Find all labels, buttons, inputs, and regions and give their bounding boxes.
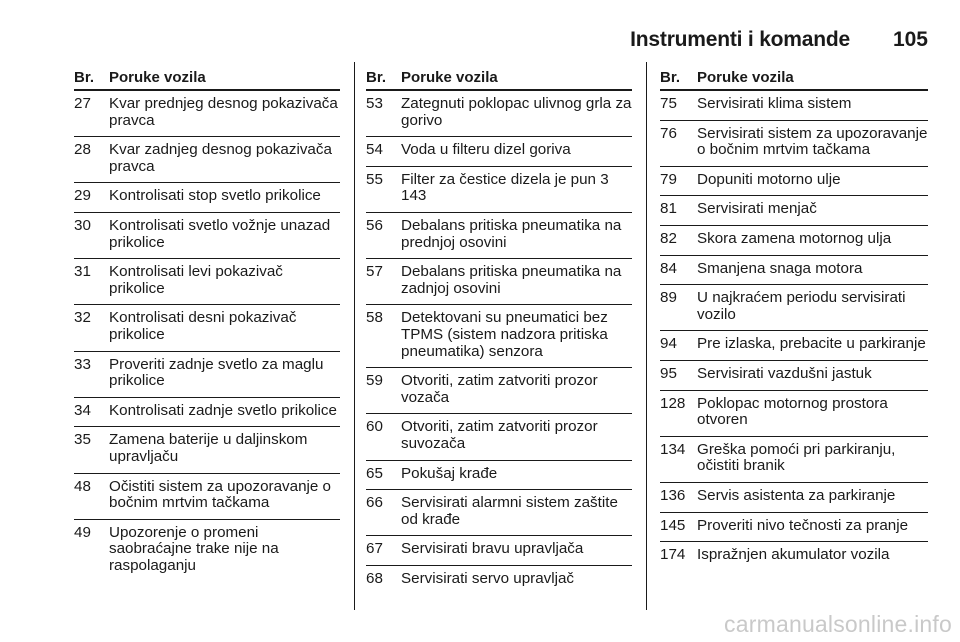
message-text: Debalans pritiska pneumatika na zadnjoj osovini [401,263,622,297]
message-text: Otvoriti, zatim zatvoriti prozor vozača [401,372,598,406]
table-row [366,566,632,595]
message-text: Kvar zadnjeg desnog pokazivača pravca [109,141,332,175]
table-row [74,474,340,520]
table-header [74,67,340,91]
message-number: 128 [660,394,686,412]
message-text: Kontrolisati desni pokazivač prikolice [109,309,297,343]
message-text: Debalans pritiska pneumatika na prednjoj osovini [401,216,622,251]
message-text: Proveriti zadnje svetlo za maglu prikolice [109,355,324,390]
message-text: Filter za čestice dizela je pun 3 143 [401,170,609,205]
table-row [660,437,928,483]
message-number: 34 [74,401,91,419]
page-number: 105 [892,28,928,51]
message-number: 54 [366,141,383,159]
message-number: 65 [366,464,383,482]
table-row [74,520,340,582]
message-number: 82 [660,229,677,247]
table-row [660,91,928,121]
message-text: Očistiti sistem za upozoravanje o bočnim mrtvim tačkama [109,477,331,512]
message-text: Poklopac motornog prostora otvoren [697,394,888,429]
table-row [74,213,340,259]
message-number: 32 [74,309,91,327]
table-row [660,167,928,197]
table-row [366,137,632,167]
message-text: Otvoriti, zatim zatvoriti prozor suvozača [401,418,598,452]
header-number: Br. [660,69,681,86]
table-row [660,542,928,571]
table-row [660,226,928,256]
table-header [366,67,632,91]
table-row [660,391,928,437]
message-number: 60 [366,418,383,436]
table-row [660,121,928,167]
message-text: Kontrolisati zadnje svetlo prikolice [109,401,337,419]
message-text: Kontrolisati stop svetlo prikolice [109,187,321,205]
page-header [0,28,928,58]
message-number: 57 [366,263,383,281]
table-row [660,285,928,331]
table-row [74,259,340,305]
message-number: 95 [660,364,677,382]
message-number: 76 [660,124,677,142]
message-number: 89 [660,289,677,307]
message-number: 35 [74,431,91,449]
message-table-column-1 [74,67,340,581]
message-number: 59 [366,372,383,390]
header-number: Br. [74,69,95,86]
message-number: 58 [366,309,383,327]
message-number: 136 [660,486,686,504]
message-number: 49 [74,523,91,541]
message-text: Skora zamena motornog ulja [697,229,892,247]
table-row [74,183,340,213]
message-text: Smanjena snaga motora [697,259,863,277]
message-text: Kontrolisati levi pokazivač prikolice [109,263,283,297]
table-row [74,91,340,137]
table-row [366,368,632,414]
message-number: 84 [660,259,677,277]
page-title: Instrumenti i komande [630,28,850,51]
table-row [74,398,340,428]
message-table-column-3 [660,67,928,571]
table-row [660,196,928,226]
message-number: 145 [660,516,686,534]
message-text: Kvar prednjeg desnog pokazivača pravca [109,95,338,129]
header-message: Poruke vozila [109,69,206,86]
table-row [366,490,632,536]
table-row [366,536,632,566]
message-number: 33 [74,355,91,373]
table-row [366,414,632,460]
table-row [74,137,340,183]
message-number: 28 [74,141,91,159]
table-row [660,361,928,391]
table-row [366,305,632,368]
table-row [74,305,340,351]
message-text: Pokušaj krađe [401,464,498,482]
message-text: Dopuniti motorno ulje [697,170,841,188]
message-text: Servisirati klima sistem [697,95,852,112]
message-number: 55 [366,170,383,188]
table-row [74,352,340,398]
table-row [660,513,928,543]
message-number: 174 [660,546,686,564]
message-number: 68 [366,569,383,587]
message-number: 56 [366,216,383,234]
column-divider [354,62,355,610]
message-text: Zamena baterije u daljinskom upravljaču [109,431,308,465]
table-row [366,259,632,305]
message-number: 79 [660,170,677,188]
table-header [660,67,928,91]
header-message: Poruke vozila [697,69,794,86]
message-text: Kontrolisati svetlo vožnje unazad prikolice [109,216,331,251]
message-text: Zategnuti poklopac ulivnog grla za gorivo [401,95,632,129]
message-text: U najkraćem periodu servisirati vozilo [697,289,906,323]
message-number: 94 [660,335,677,353]
table-row [366,167,632,213]
message-number: 67 [366,540,383,558]
message-number: 81 [660,200,677,218]
message-number: 75 [660,95,677,112]
message-table-column-2 [366,67,632,594]
message-number: 48 [74,477,91,495]
table-row [366,91,632,137]
message-text: Greška pomoći pri parkiranju, očistiti branik [697,440,896,475]
message-text: Detektovani su pneumatici bez TPMS (sistem nadzora pritiska pneumatika) senzora [401,309,608,360]
watermark: carmanualsonline.info [724,611,952,637]
message-number: 66 [366,494,383,512]
message-number: 53 [366,95,383,112]
table-row [660,483,928,513]
message-text: Servis asistenta za parkiranje [697,486,896,504]
message-number: 30 [74,216,91,234]
message-number: 27 [74,95,91,112]
message-text: Servisirati sistem za upozoravanje o bočnim mrtvim tačkama [697,124,928,159]
message-text: Servisirati alarmni sistem zaštite od krađe [401,494,618,528]
message-text: Servisirati bravu upravljača [401,540,584,558]
message-text: Ispražnjen akumulator vozila [697,546,890,564]
header-message: Poruke vozila [401,69,498,86]
message-text: Servisirati vazdušni jastuk [697,364,872,382]
message-text: Servisirati servo upravljač [401,569,575,587]
table-row [366,461,632,491]
table-row [660,331,928,361]
message-number: 134 [660,440,686,458]
message-text: Pre izlaska, prebacite u parkiranje [697,335,926,353]
table-row [660,256,928,286]
message-text: Upozorenje o promeni saobraćajne trake nije na raspolaganju [109,523,279,574]
message-text: Proveriti nivo tečnosti za pranje [697,516,909,534]
column-divider [646,62,647,610]
message-number: 31 [74,263,91,281]
header-number: Br. [366,69,387,86]
message-text: Voda u filteru dizel goriva [401,141,571,159]
table-row [366,213,632,259]
table-row [74,427,340,473]
message-number: 29 [74,187,91,205]
message-text: Servisirati menjač [697,200,817,218]
